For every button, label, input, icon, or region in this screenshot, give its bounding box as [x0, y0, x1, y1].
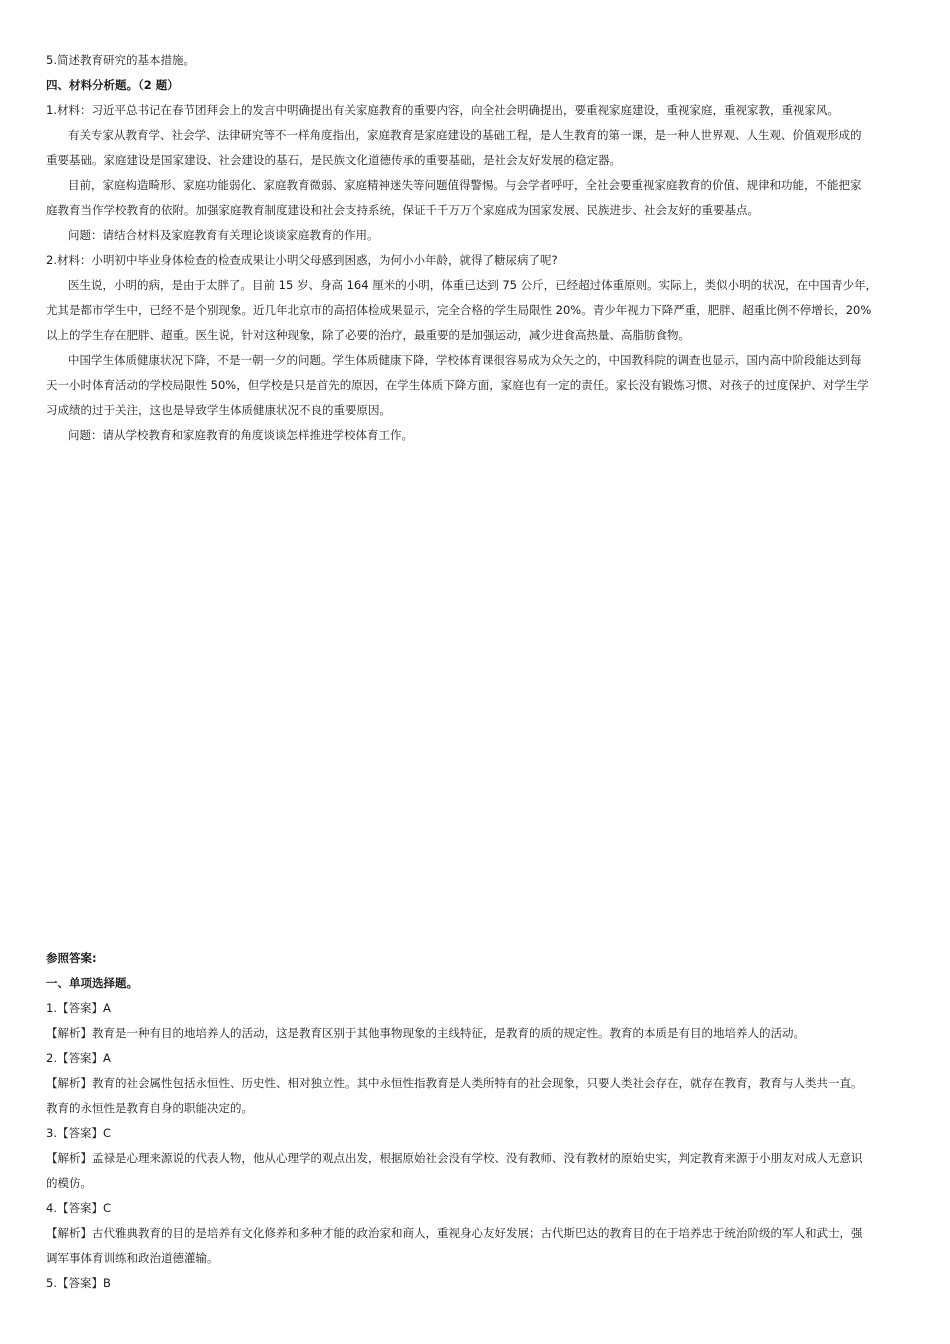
question-line: 以上的学生存在肥胖、超重。医生说，针对这种现象，除了必要的治疗，最重要的是加强运动，减少进食高热量、高脂肪食物。: [46, 328, 690, 342]
answer-explanation: 的模仿。: [46, 1176, 92, 1190]
question-prompt: 问题：请从学校教育和家庭教育的角度谈谈怎样推进学校体育工作。: [68, 428, 413, 442]
answer-explanation: 教育的永恒性是教育自身的职能决定的。: [46, 1101, 253, 1115]
answer-explanation: 【解析】教育的社会属性包括永恒性、历史性、相对独立性。其中永恒性指教育是人类所特有的社会现象，只要人类社会存在，就存在教育，教育与人类共一直。: [46, 1076, 863, 1090]
answer-explanation: 【解析】孟禄是心理来源说的代表人物，他从心理学的观点出发，根据原始社会没有学校、没有教师、没有教材的原始史实，判定教育来源于小朋友对成人无意识: [46, 1151, 863, 1165]
answer-key: 5.【答案】B: [46, 1276, 111, 1290]
questions-section: [46, 48, 906, 448]
question-line: 目前，家庭构造畸形、家庭功能弱化、家庭教育微弱、家庭精神迷失等问题值得警惕。与会学者呼吁，全社会要重视家庭教育的价值、规律和功能，不能把家: [68, 178, 862, 192]
question-line: 中国学生体质健康状况下降，不是一朝一夕的问题。学生体质健康下降，学校体育课很容易成为众矢之的，中国教科院的调查也显示，国内高中阶段能达到每: [68, 353, 862, 367]
answer-explanation: 【解析】古代雅典教育的目的是培养有文化修养和多种才能的政治家和商人，重视身心友好发展；古代斯巴达的教育目的在于培养忠于统治阶级的军人和武士，强: [46, 1226, 863, 1240]
question-line: 5.简述教育研究的基本措施。: [46, 53, 195, 67]
answers-section: [46, 946, 906, 1296]
section-heading: 一、单项选择题。: [46, 976, 138, 990]
answers-heading: 参照答案:: [46, 951, 97, 965]
question-line: 医生说，小明的病，是由于太胖了。目前 15 岁、身高 164 厘米的小明，体重已达到 75 公斤，已经超过体重原则。实际上，类似小明的状况，在中国青少年，: [68, 278, 878, 292]
section-heading: 四、材料分析题。（2 题）: [46, 78, 179, 92]
question-prompt: 问题：请结合材料及家庭教育有关理论谈谈家庭教育的作用。: [68, 228, 379, 242]
question-line: 天一小时体育活动的学校局限性 50%，但学校是只是首先的原因，在学生体质下降方面，家庭也有一定的责任。家长没有锻炼习惯、对孩子的过度保护、对学生学: [46, 378, 869, 392]
answer-explanation: 调军事体育训练和政治道德灌输。: [46, 1251, 219, 1265]
question-line: 庭教育当作学校教育的依附。加强家庭教育制度建设和社会支持系统，保证千千万万个家庭成为国家发展、民族进步、社会友好的重要基点。: [46, 203, 759, 217]
answer-explanation: 【解析】教育是一种有目的地培养人的活动，这是教育区别于其他事物现象的主线特征，是教育的质的规定性。教育的本质是有目的地培养人的活动。: [46, 1026, 805, 1040]
question-line: 习成绩的过于关注，这也是导致学生体质健康状况不良的重要原因。: [46, 403, 391, 417]
question-line: 1.材料：习近平总书记在春节团拜会上的发言中明确提出有关家庭教育的重要内容，向全社会明确提出，要重视家庭建设，重视家庭，重视家教，重视家风。: [46, 103, 839, 117]
question-line: 尤其是都市学生中，已经不是个别现象。近几年北京市的高招体检成果显示，完全合格的学生局限性 20%。青少年视力下降严重，肥胖、超重比例不停增长，20%: [46, 303, 872, 317]
question-line: 2.材料：小明初中毕业身体检查的检查成果让小明父母感到困惑，为何小小年龄，就得了糖尿病了呢?: [46, 253, 558, 267]
answer-key: 4.【答案】C: [46, 1201, 112, 1215]
question-line: 重要基础。家庭建设是国家建设、社会建设的基石，是民族文化道德传承的重要基础，是社会友好发展的稳定器。: [46, 153, 621, 167]
answer-key: 1.【答案】A: [46, 1001, 111, 1015]
question-line: 有关专家从教育学、社会学、法律研究等不一样角度指出，家庭教育是家庭建设的基础工程，是人生教育的第一课，是一种人世界观、人生观、价值观形成的: [68, 128, 862, 142]
answer-key: 2.【答案】A: [46, 1051, 111, 1065]
answer-key: 3.【答案】C: [46, 1126, 112, 1140]
